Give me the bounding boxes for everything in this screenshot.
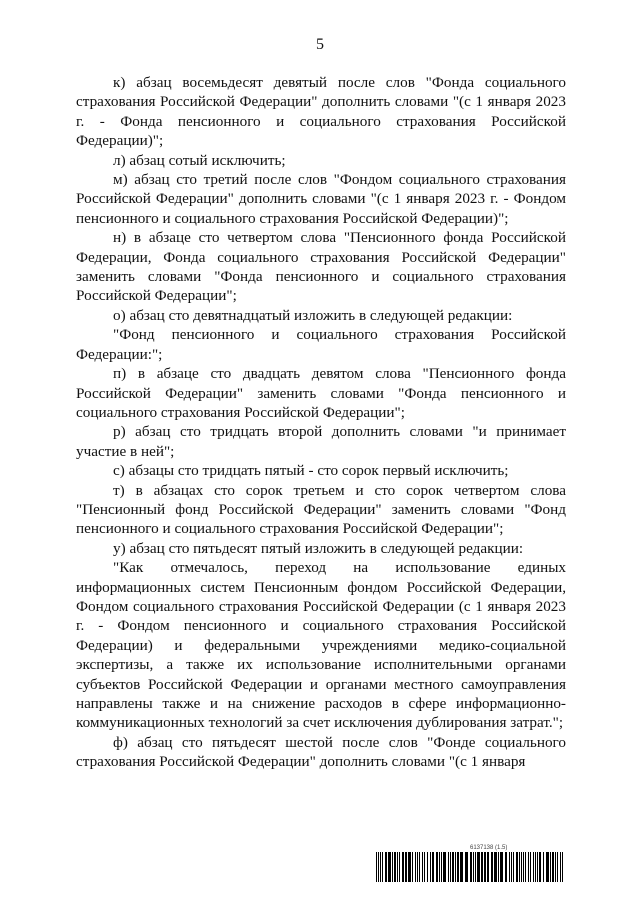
document-body [76, 73, 566, 772]
paragraph-r: р) абзац сто тридцать второй дополнить словами "и принимает участие в ней"; [76, 423, 566, 460]
paragraph-p: п) в абзаце сто двадцать девятом слова "Пенсионного фонда Российской Федерации" заменить словами "Фонда пенсионного и социального страхования Российской Федерации"; [76, 365, 566, 421]
barcode-image [376, 852, 566, 882]
paragraph-m: м) абзац сто третий после слов "Фондом социального страхования Российской Федерации" дополнить словами "(с 1 января 2023 г. - Фондом пенсионного и социального страхования Российской Федерации)"; [76, 171, 566, 227]
paragraph-o: о) абзац сто девятнадцатый изложить в следующей редакции: [113, 306, 513, 324]
paragraph-u: у) абзац сто пятьдесят пятый изложить в следующей редакции: [113, 539, 524, 557]
paragraph-n: н) в абзаце сто четвертом слова "Пенсионного фонда Российской Федерации, Фонда социального страхования Российской Федерации" заменить словами "Фонда пенсионного и социального страхования Российской Федерации"; [76, 229, 566, 305]
paragraph-l: л) абзац сотый исключить; [113, 151, 286, 169]
barcode-label: 6137138 (1.5) [470, 845, 508, 851]
paragraph-f: ф) абзац сто пятьдесят шестой после слов "Фонде социального страхования Российской Федерации" дополнить словами "(с 1 января [76, 733, 566, 771]
paragraph-o-quote: "Фонд пенсионного и социального страхования Российской Федерации:"; [76, 326, 566, 363]
paragraph-s: с) абзацы сто тридцать пятый - сто сорок первый исключить; [113, 462, 509, 480]
paragraph-k: к) абзац восемьдесят девятый после слов "Фонда социального страхования Российской Федерации" дополнить словами "(с 1 января 2023 г. - Фонда пенсионного и социального страхования Российской Федерации)"; [76, 74, 566, 150]
paragraph-t: т) в абзацах сто сорок третьем и сто сорок четвертом слова "Пенсионный фонд Российской Федерации" заменить словами "Фонд пенсионного и социального страхования Российской Федерации"; [76, 481, 566, 538]
paragraph-u-quote: "Как отмечалось, переход на использование единых информационных систем Пенсионным фондом Российской Федерации, Фондом социального страхования Российской Федерации (с 1 января 2023 г. - Фондом пенсионного и социального страхования Российской Федерации) и федеральными учреждениями медико-социальной экспертизы, а также их использование исполнительными органами субъектов Российской Федерации и органами местного самоуправления направлены также и на снижение расходов в сфере информационно-коммуникационных технологий за счет исключения дублирования затрат."; [76, 559, 566, 732]
page-number: 5 [316, 36, 324, 53]
